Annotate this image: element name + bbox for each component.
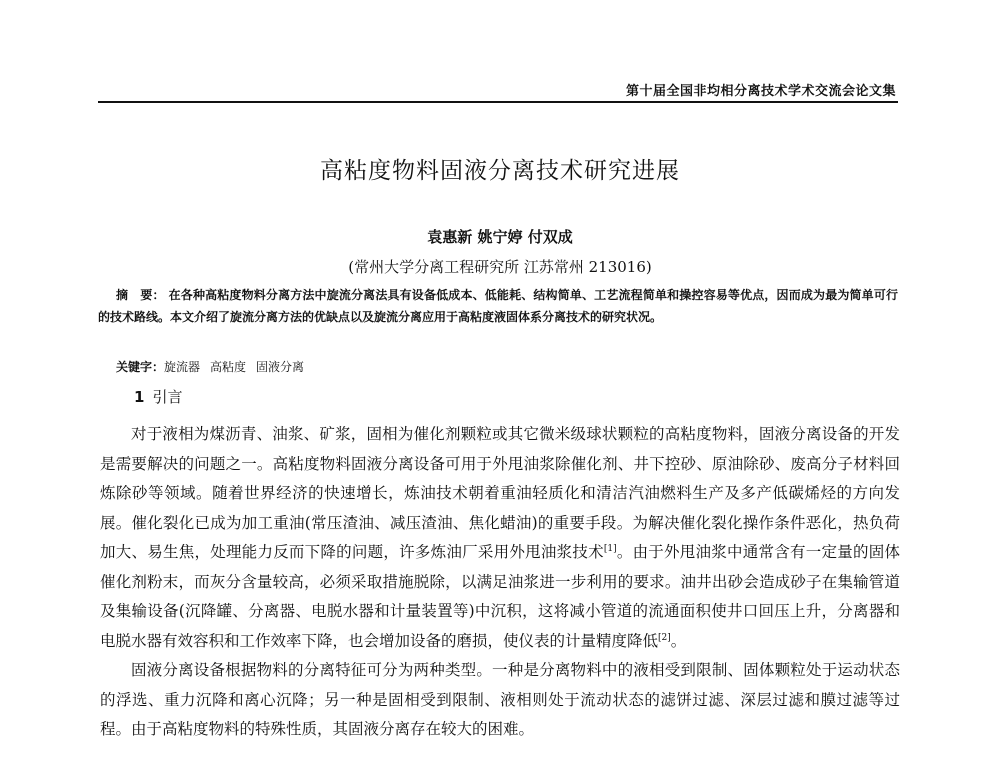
section-heading	[134, 386, 182, 407]
citation-ref: [2]	[658, 632, 671, 643]
body-text	[100, 420, 900, 745]
paragraph-text: 对于液相为煤沥青、油浆、矿浆，固相为催化剂颗粒或其它微米级球状颗粒的高粘度物料，固液分离设备的开发是需要解决的问题之一。高粘度物料固液分离设备可用于外甩油浆除催化剂、井下控砂、原油除砂、废高分子材料回炼除砂等领域。随着世界经济的快速增长，炼油技术朝着重油轻质化和清洁汽油燃料生产及多产低碳烯烃的方向发展。催化裂化已成为加工重油(常压渣油、减压渣油、焦化蜡油)的重要手段。为解决催化裂化操作条件恶化，热负荷加大、易生焦，处理能力反而下降的问题，许多炼油厂采用外甩油浆技术	[100, 425, 900, 561]
keywords-label: 关键字：	[116, 360, 165, 374]
keyword-item: 高粘度	[210, 360, 247, 374]
section-title: 引言	[152, 388, 183, 406]
citation-ref: [1]	[603, 544, 617, 554]
paragraph-text: 。	[670, 631, 687, 650]
keyword-item: 固液分离	[256, 360, 305, 374]
paragraph: 固液分离设备根据物料的分离特征可分为两种类型。一种是分离物料中的液相受到限制、固体颗粒处于运动状态的浮选、重力沉降和离心沉降；另一种是固相受到限制、液相则处于流动状态的滤饼过滤、深层过滤和膜过滤等过程。由于高粘度物料的特殊性质，其固液分离存在较大的困难。	[100, 661, 900, 738]
header-rule	[98, 101, 898, 103]
paper-authors: 袁惠新 姚宁婷 付双成	[427, 228, 573, 246]
running-header: 第十届全国非均相分离技术学术交流会论文集	[625, 84, 896, 99]
paper-title: 高粘度物料固液分离技术研究进展	[320, 158, 680, 184]
paragraph	[100, 420, 900, 656]
keywords	[116, 358, 896, 375]
section-number: 1	[134, 388, 145, 406]
paragraph-text: 。由于外甩油浆中通常含有一定量的固体催化剂粉末，而灰分含量较高，必须采取措施脱除，以满足油浆进一步利用的要求。油井出砂会造成砂子在集输管道及集输设备(沉降罐、分离器、电脱水器和计量装置等)中沉积，这将减小管道的流通面积使井口回压上升，分离器和电脱水器有效容积和工作效率下降，也会增加设备的磨损，使仪表的计量精度降低	[100, 543, 900, 650]
abstract	[98, 284, 898, 328]
keyword-item: 旋流器	[164, 360, 201, 374]
abstract-text: 在各种高粘度物料分离方法中旋流分离法具有设备低成本、低能耗、结构简单、工艺流程简单和操控容易等优点，因而成为最为简单可行的技术路线。本文介绍了旋流分离方法的优缺点以及旋流分离应用于高粘度液固体系分离技术的研究状况。	[98, 288, 898, 324]
paper-affiliation: (常州大学分离工程研究所 江苏常州 213016)	[348, 258, 652, 276]
abstract-label: 摘 要：	[116, 288, 165, 302]
